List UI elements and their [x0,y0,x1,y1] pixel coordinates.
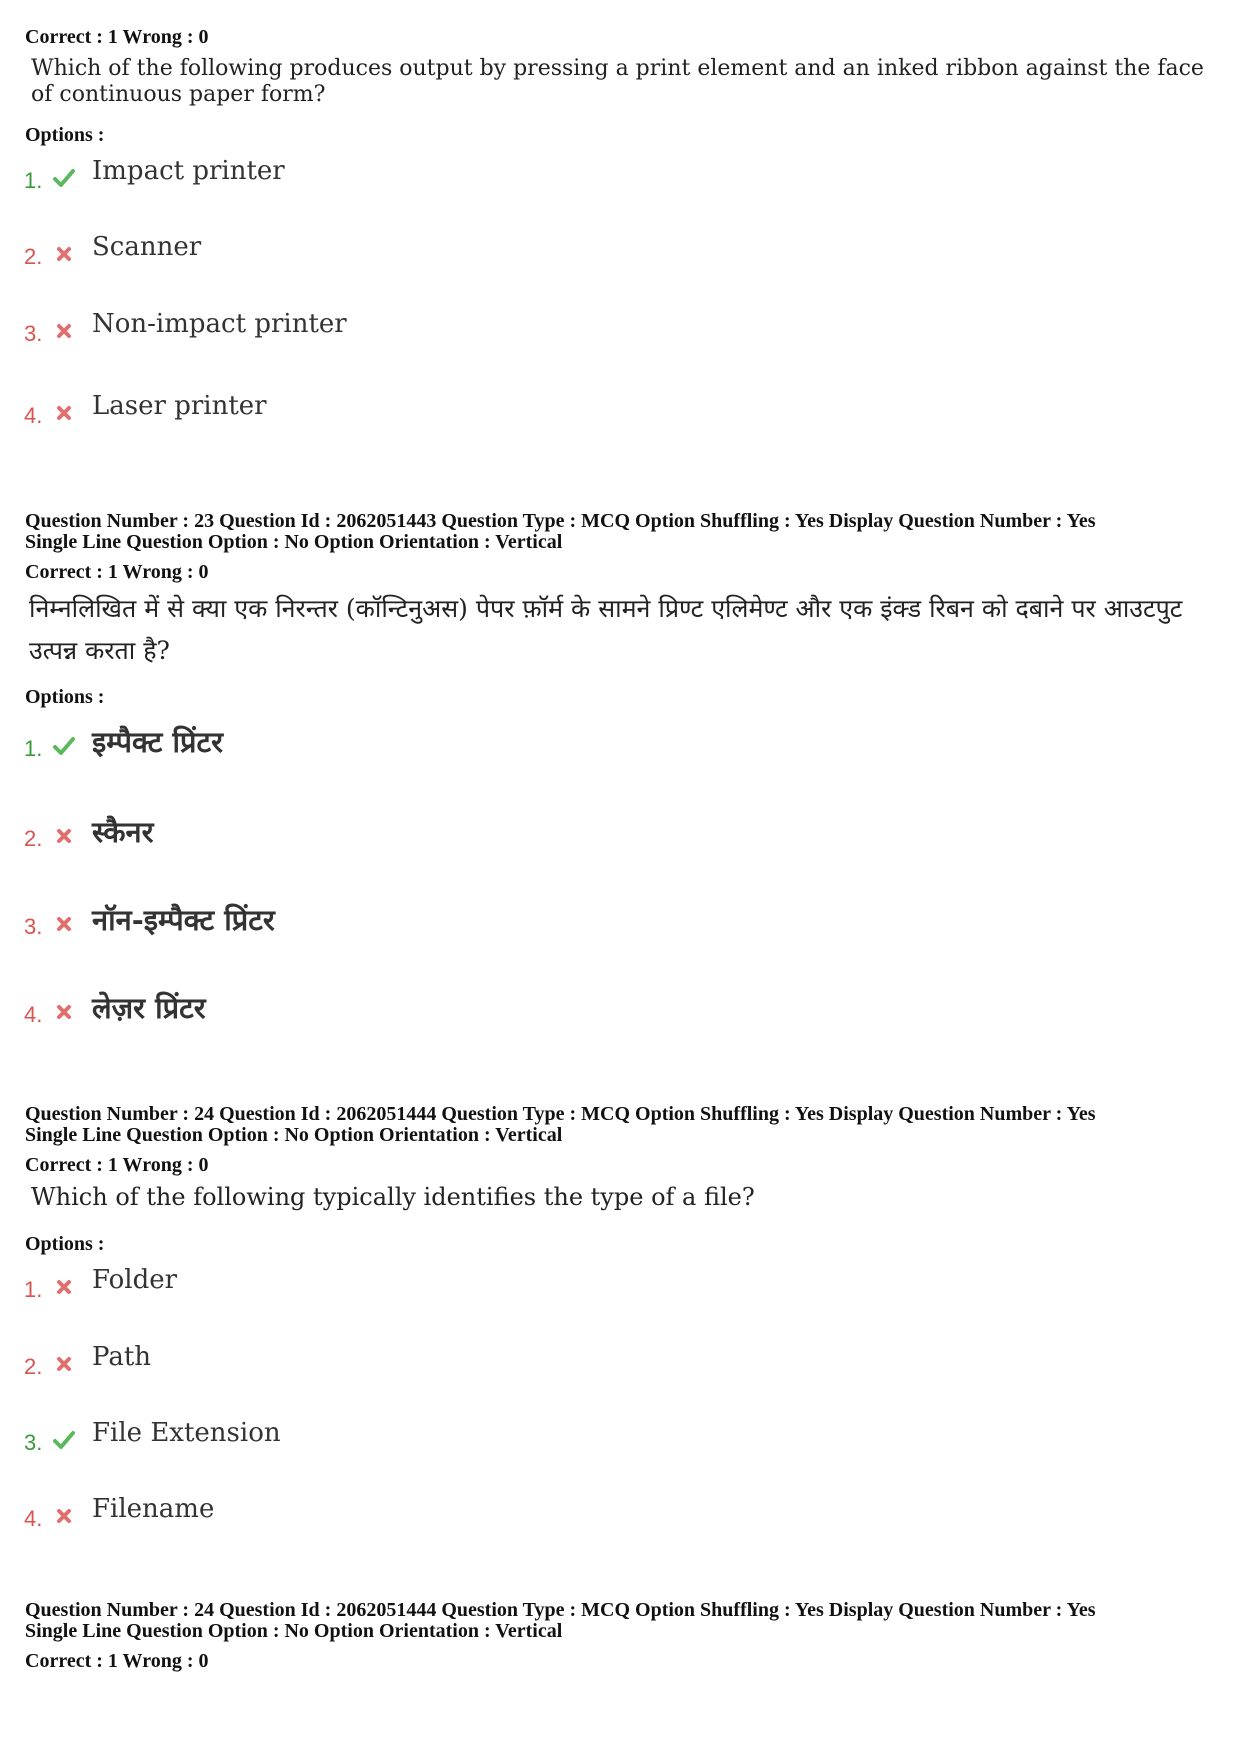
score-line: Correct : 1 Wrong : 0 [25,1154,209,1176]
option-item [24,391,924,431]
cross-icon [52,1000,76,1024]
option-number: 3. [24,914,43,939]
question-meta-line1: Question Number : 24 Question Id : 2062051444 Question Type : MCQ Option Shuffling : Yes Display Question Number : Yes [25,1103,1096,1125]
option-item [24,309,924,349]
question-text: Which of the following produces output by pressing a print element and an inked ribbon against the face of continuous paper form? [31,56,1204,107]
option-item [24,1494,924,1534]
question-meta-line1: Question Number : 24 Question Id : 2062051444 Question Type : MCQ Option Shuffling : Yes Display Question Number : Yes [25,1599,1096,1621]
cross-icon [52,319,76,343]
option-number: 2. [24,244,43,269]
score-line: Correct : 1 Wrong : 0 [25,26,209,48]
option-text: Impact printer [92,156,285,186]
cross-icon [52,242,76,266]
options-label: Options : [25,1233,105,1255]
option-text: File Extension [92,1418,281,1448]
option-number: 1. [24,1277,43,1302]
cross-icon [52,1275,76,1299]
check-icon [52,734,76,758]
question-meta-line2: Single Line Question Option : No Option Orientation : Vertical [25,1124,563,1146]
option-text: स्कैनर [92,815,154,849]
option-number: 2. [24,1354,43,1379]
option-number: 2. [24,826,43,851]
option-item [24,1342,924,1382]
option-item [24,156,924,196]
options-label: Options : [25,686,105,708]
option-item [24,990,924,1030]
option-item [24,724,924,764]
option-text: नॉन-इम्पैक्ट प्रिंटर [92,903,275,937]
check-icon [52,166,76,190]
cross-icon [52,1504,76,1528]
question-meta-line2: Single Line Question Option : No Option Orientation : Vertical [25,531,563,553]
option-number: 4. [24,403,43,428]
option-text: लेज़र प्रिंटर [92,991,206,1025]
question-text: Which of the following typically identifies the type of a file? [31,1183,755,1211]
option-text: Laser printer [92,391,267,421]
option-item [24,902,924,942]
option-text: Filename [92,1494,215,1524]
option-number: 1. [24,736,43,761]
check-icon [52,1428,76,1452]
option-text: इम्पैक्ट प्रिंटर [92,725,223,759]
option-text: Path [92,1342,152,1372]
option-text: Scanner [92,232,202,262]
question-meta-line2: Single Line Question Option : No Option Orientation : Vertical [25,1620,563,1642]
option-item [24,814,924,854]
option-number: 4. [24,1506,43,1531]
option-number: 1. [24,168,43,193]
cross-icon [52,824,76,848]
question-text: निम्नलिखित में से क्या एक निरन्तर (कॉन्टिनुअस) पेपर फ़ॉर्म के सामने प्रिण्ट एलिमेण्ट और एक इंक्ड रिबन को दबाने पर आउटपुट उत्पन्न करता है? [29,594,1183,665]
cross-icon [52,912,76,936]
option-number: 4. [24,1002,43,1027]
option-item [24,1418,924,1458]
cross-icon [52,401,76,425]
score-line: Correct : 1 Wrong : 0 [25,561,209,583]
cross-icon [52,1352,76,1376]
option-item [24,232,924,272]
option-text: Non-impact printer [92,309,347,339]
option-text: Folder [92,1265,178,1295]
options-label: Options : [25,124,105,146]
option-number: 3. [24,1430,43,1455]
option-number: 3. [24,321,43,346]
option-item [24,1265,924,1305]
question-meta-line1: Question Number : 23 Question Id : 2062051443 Question Type : MCQ Option Shuffling : Yes Display Question Number : Yes [25,510,1096,532]
score-line: Correct : 1 Wrong : 0 [25,1650,209,1672]
